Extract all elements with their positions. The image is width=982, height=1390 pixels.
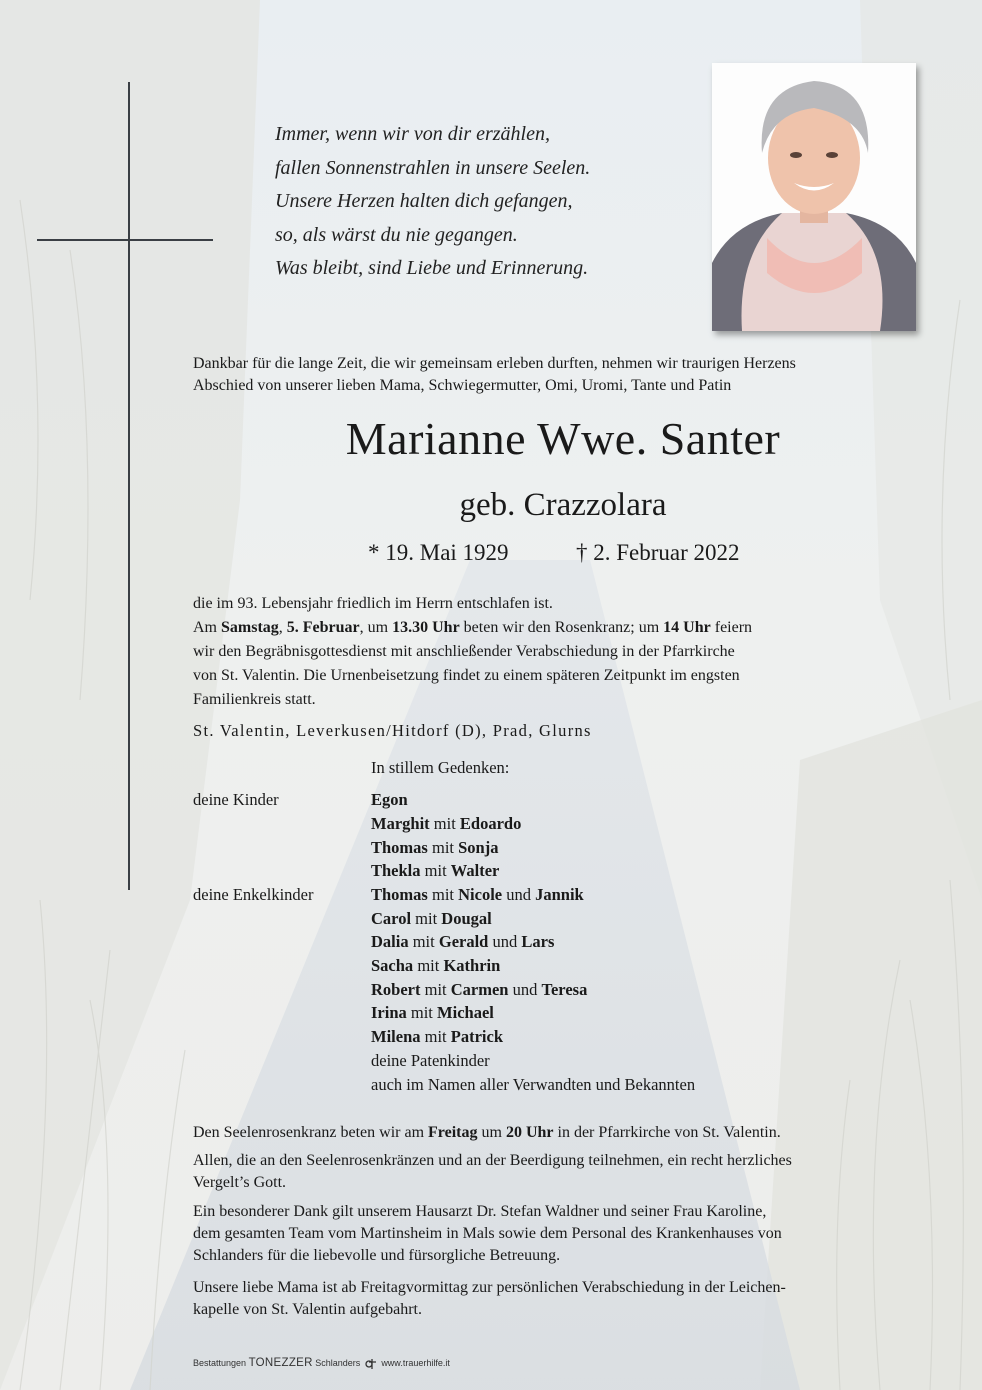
mourner-name: Sonja <box>458 838 499 857</box>
text-line: kapelle von St. Valentin aufgebahrt. <box>193 1301 422 1318</box>
mourner-name: Patrick <box>450 1027 503 1046</box>
mourner-name: Walter <box>450 861 500 880</box>
text-span: , um <box>359 619 393 636</box>
mourner-name: Carol <box>371 909 412 928</box>
text-span: Am <box>193 619 221 636</box>
text-span: in der Pfarrkirche von St. Valentin. <box>553 1124 781 1141</box>
mourner-row <box>371 885 584 905</box>
rosary-day: Samstag <box>221 619 279 636</box>
poem-line: fallen Sonnenstrahlen in unsere Seelen. <box>275 156 591 179</box>
text-line: Ein besonderer Dank gilt unserem Hausarzt Dr. Stefan Waldner und seiner Frau Karoline, <box>193 1203 767 1220</box>
cross-horizontal-bar <box>37 239 213 241</box>
text-span: mit <box>427 838 459 857</box>
mourners-heading: In stillem Gedenken: <box>371 758 510 777</box>
mourner-name: Jannik <box>535 885 584 904</box>
birth-date: * 19. Mai 1929 <box>368 540 509 565</box>
text-span: mit <box>427 885 459 904</box>
text-span: mit <box>420 980 451 999</box>
text-line: Schlanders für die liebevolle und fürsorgliche Betreuung. <box>193 1247 561 1264</box>
mourner-name: Marghit <box>371 814 430 833</box>
relatives: auch im Namen aller Verwandten und Bekannten <box>371 1075 696 1094</box>
footer-url[interactable]: www.trauerhilfe.it <box>381 1358 450 1368</box>
text-span: und <box>508 980 542 999</box>
poem-line: Immer, wenn wir von dir erzählen, <box>275 123 550 145</box>
deceased-name: Marianne Wwe. Santer <box>345 413 781 464</box>
announcement-line-services <box>193 616 933 640</box>
text-span: mit <box>406 1003 438 1022</box>
mourner-name: Sacha <box>371 956 414 975</box>
mourner-row <box>371 956 500 976</box>
text-span: mit <box>420 861 451 880</box>
poem <box>275 118 695 286</box>
death-date: † 2. Februar 2022 <box>576 540 740 565</box>
announcement-line: die im 93. Lebensjahr friedlich im Herrn entschlafen ist. <box>193 595 553 612</box>
maiden-name: geb. Crazzolara <box>459 487 667 523</box>
footer-prefix: Bestattungen <box>193 1358 247 1368</box>
text-line: Vergelt’s Gott. <box>193 1174 287 1191</box>
text-span: um <box>477 1124 506 1141</box>
places: St. Valentin, Leverkusen/Hitdorf (D), Prad, Glurns <box>193 721 592 740</box>
mourner-name: Milena <box>371 1027 421 1046</box>
portrait-photo <box>712 63 916 331</box>
mourner-name: Dougal <box>441 909 492 928</box>
funeral-time: 14 Uhr <box>663 619 711 636</box>
children-label: deine Kinder <box>193 790 279 809</box>
mourner-name: Dalia <box>371 932 409 951</box>
announcement-line: wir den Begräbnisgottesdienst mit anschließender Verabschiedung in der Pfarrkirche <box>193 643 735 660</box>
mourner-row <box>371 838 498 858</box>
footer-brand: TONEZZER <box>248 1357 313 1369</box>
text-span: und <box>488 932 522 951</box>
mourner-row <box>371 861 499 881</box>
mourner-name: Kathrin <box>443 956 501 975</box>
mourner-name: Carmen <box>450 980 509 999</box>
mourner-name: Thomas <box>371 885 428 904</box>
mourner-name: Egon <box>371 790 408 809</box>
thanks-attendees <box>193 1150 933 1194</box>
rosary-note-time: 20 Uhr <box>505 1124 554 1141</box>
text-span: mit <box>429 814 460 833</box>
text-span: mit <box>413 956 444 975</box>
mourner-name: Gerald <box>438 932 489 951</box>
poem-line: so, als wärst du nie gegangen. <box>275 223 518 246</box>
trauerhilfe-logo-icon <box>363 1358 379 1368</box>
text-span: mit <box>420 1027 451 1046</box>
intro-line: Dankbar für die lange Zeit, die wir gemeinsam erleben durften, nehmen wir traurigen Herzens <box>193 355 796 372</box>
cross-vertical-bar <box>128 82 130 890</box>
viewing-note <box>193 1277 933 1321</box>
mourner-name: Lars <box>521 932 555 951</box>
grandchildren-label: deine Enkelkinder <box>193 885 314 904</box>
poem-line: Was bleibt, sind Liebe und Erinnerung. <box>275 257 589 279</box>
text-line: dem gesamten Team vom Martinsheim in Mals sowie dem Personal des Krankenhauses von <box>193 1225 782 1242</box>
mourner-row <box>371 790 408 810</box>
rosary-time: 13.30 Uhr <box>392 619 460 636</box>
mourner-row <box>371 814 521 834</box>
mourner-name: Robert <box>371 980 421 999</box>
announcement-line: Familienkreis statt. <box>193 691 316 708</box>
text-span: Den Seelenrosenkranz beten wir am <box>193 1124 429 1141</box>
mourner-row <box>371 1027 503 1047</box>
intro-text <box>193 353 933 397</box>
mourner-name: Teresa <box>541 980 588 999</box>
text-span: mit <box>408 932 439 951</box>
thanks-caregivers <box>193 1201 933 1267</box>
footer-town: Schlanders <box>315 1358 361 1368</box>
text-span: und <box>502 885 536 904</box>
text-span: mit <box>411 909 442 928</box>
mourner-name: Nicole <box>458 885 503 904</box>
mourner-name: Thomas <box>371 838 428 857</box>
mourner-row <box>371 980 587 1000</box>
mourner-name: Edoardo <box>459 814 522 833</box>
rosary-date: 5. Februar <box>286 619 360 636</box>
mourner-row <box>371 1003 494 1023</box>
text-span: feiern <box>710 619 753 636</box>
mourner-row <box>371 909 492 929</box>
text-line: Unsere liebe Mama ist ab Freitagvormittag zur persönlichen Verabschiedung in der Leichen- <box>193 1279 786 1296</box>
mourner-name: Thekla <box>371 861 421 880</box>
mourner-name: Michael <box>437 1003 494 1022</box>
rosary-note-day: Freitag <box>428 1124 478 1141</box>
intro-line: Abschied von unserer lieben Mama, Schwiegermutter, Omi, Uromi, Tante und Patin <box>193 377 732 394</box>
mourner-name: Irina <box>371 1003 407 1022</box>
announcement-line: von St. Valentin. Die Urnenbeisetzung findet zu einem späteren Zeitpunkt im engsten <box>193 667 740 684</box>
mourner-row <box>371 932 554 952</box>
godchildren: deine Patenkinder <box>371 1051 490 1070</box>
text-line: Allen, die an den Seelenrosenkränzen und an der Beerdigung teilnehmen, ein recht herzliches <box>193 1152 792 1169</box>
text-span: , <box>278 619 287 636</box>
footer <box>193 1357 450 1370</box>
text-span: beten wir den Rosenkranz; um <box>459 619 664 636</box>
poem-line: Unsere Herzen halten dich gefangen, <box>275 190 573 212</box>
announcement <box>193 592 933 712</box>
rosary-note <box>193 1122 933 1144</box>
